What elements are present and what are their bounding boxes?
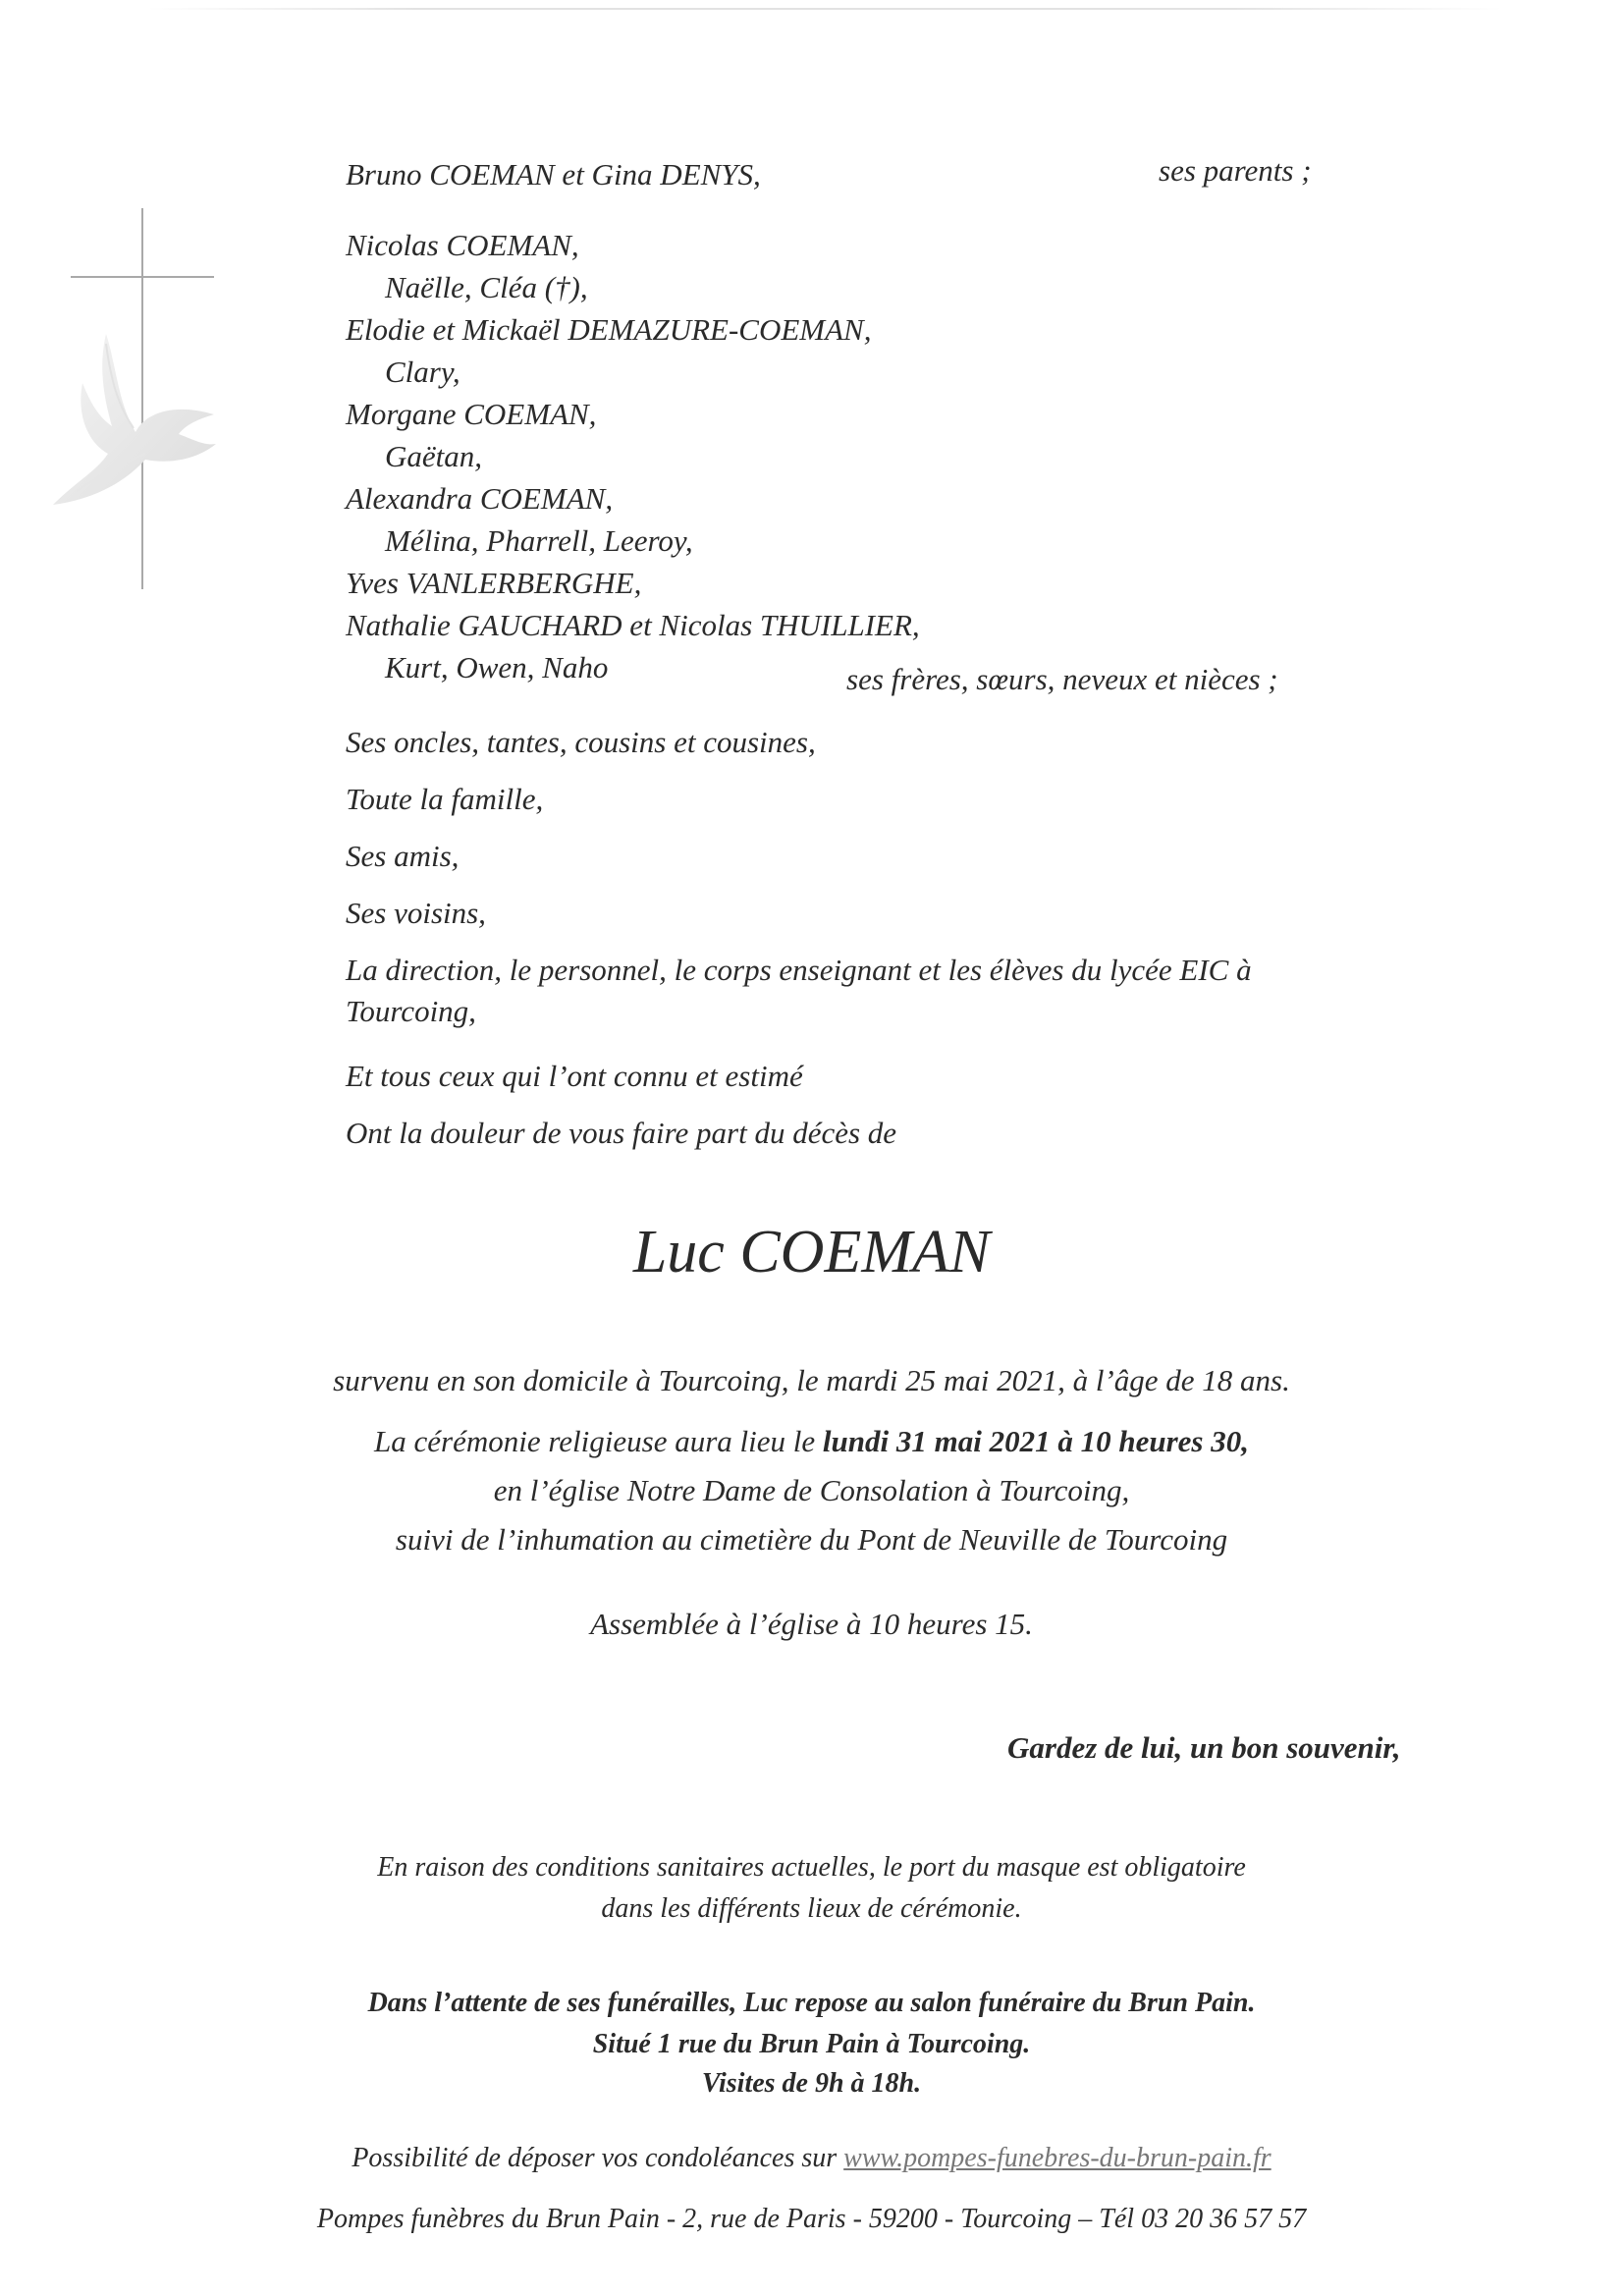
burial-line: suivi de l’inhumation au cimetière du Pont de Neuville de Tourcoing: [395, 1522, 1228, 1557]
sibling-line: Nathalie GAUCHARD et Nicolas THUILLIER,: [346, 608, 920, 642]
salon-line-3: Visites de 9h à 18h.: [701, 2068, 922, 2099]
uncles-line: Ses oncles, tantes, cousins et cousines,: [346, 725, 816, 759]
church-line: en l’église Notre Dame de Consolation à Tourcoing,: [493, 1473, 1130, 1507]
school-line-1: La direction, le personnel, le corps enseignant et les élèves du lycée EIC à: [346, 953, 1252, 987]
sibling-line: Clary,: [385, 355, 460, 389]
sibling-line: Kurt, Owen, Naho: [385, 650, 609, 684]
ceremony-pre: La cérémonie religieuse aura lieu le: [374, 1424, 823, 1458]
sibling-line: Yves VANLERBERGHE,: [346, 566, 642, 600]
friends-line: Ses amis,: [346, 839, 460, 873]
family-line: Toute la famille,: [346, 782, 544, 816]
school-line-2: Tourcoing,: [346, 994, 476, 1028]
sibling-line: Elodie et Mickaël DEMAZURE-COEMAN,: [346, 312, 872, 347]
top-border-line: [147, 8, 1502, 10]
all-line: Et tous ceux qui l’ont connu et estimé: [346, 1059, 803, 1093]
sibling-line: Morgane COEMAN,: [346, 397, 597, 431]
salon-line-1: Dans l’attente de ses funérailles, Luc repose au salon funéraire du Brun Pain.: [367, 1988, 1256, 2018]
souvenir-line: Gardez de lui, un bon souvenir,: [1007, 1730, 1401, 1765]
ceremony-date: lundi 31 mai 2021 à 10 heures 30,: [822, 1424, 1249, 1458]
sibling-line: Alexandra COEMAN,: [346, 481, 614, 516]
sanitary-line-2: dans les différents lieux de cérémonie.: [601, 1893, 1022, 1924]
siblings-role: ses frères, sœurs, neveux et nièces ;: [846, 662, 1278, 696]
announce-line: Ont la douleur de vous faire part du décès de: [346, 1116, 897, 1150]
parents-names: Bruno COEMAN et Gina DENYS,: [346, 157, 761, 191]
sibling-line: Naëlle, Cléa (†),: [385, 270, 588, 304]
cross-icon-bar: [71, 276, 214, 278]
condolences-text: Possibilité de déposer vos condoléances sur: [352, 2143, 844, 2173]
sibling-line: Nicolas COEMAN,: [346, 228, 579, 262]
assembly-line: Assemblée à l’église à 10 heures 15.: [590, 1607, 1033, 1641]
dove-icon: [47, 324, 234, 520]
condolences-line: [0, 2143, 1623, 2174]
condolences-link[interactable]: www.pompes-funebres-du-brun-pain.fr: [843, 2143, 1271, 2173]
salon-line-2: Situé 1 rue du Brun Pain à Tourcoing.: [592, 2029, 1031, 2059]
ceremony-line: [0, 1424, 1623, 1459]
sibling-line: Gaëtan,: [385, 439, 483, 473]
death-line: survenu en son domicile à Tourcoing, le mardi 25 mai 2021, à l’âge de 18 ans.: [333, 1363, 1290, 1397]
parents-role: ses parents ;: [1159, 153, 1312, 188]
footer-address: Pompes funèbres du Brun Pain - 2, rue de Paris - 59200 - Tourcoing – Tél 03 20 36 57 57: [316, 2204, 1307, 2234]
neighbours-line: Ses voisins,: [346, 896, 486, 930]
deceased-name: Luc COEMAN: [632, 1219, 991, 1285]
sibling-line: Mélina, Pharrell, Leeroy,: [385, 523, 693, 558]
sanitary-line-1: En raison des conditions sanitaires actuelles, le port du masque est obligatoire: [377, 1852, 1246, 1883]
